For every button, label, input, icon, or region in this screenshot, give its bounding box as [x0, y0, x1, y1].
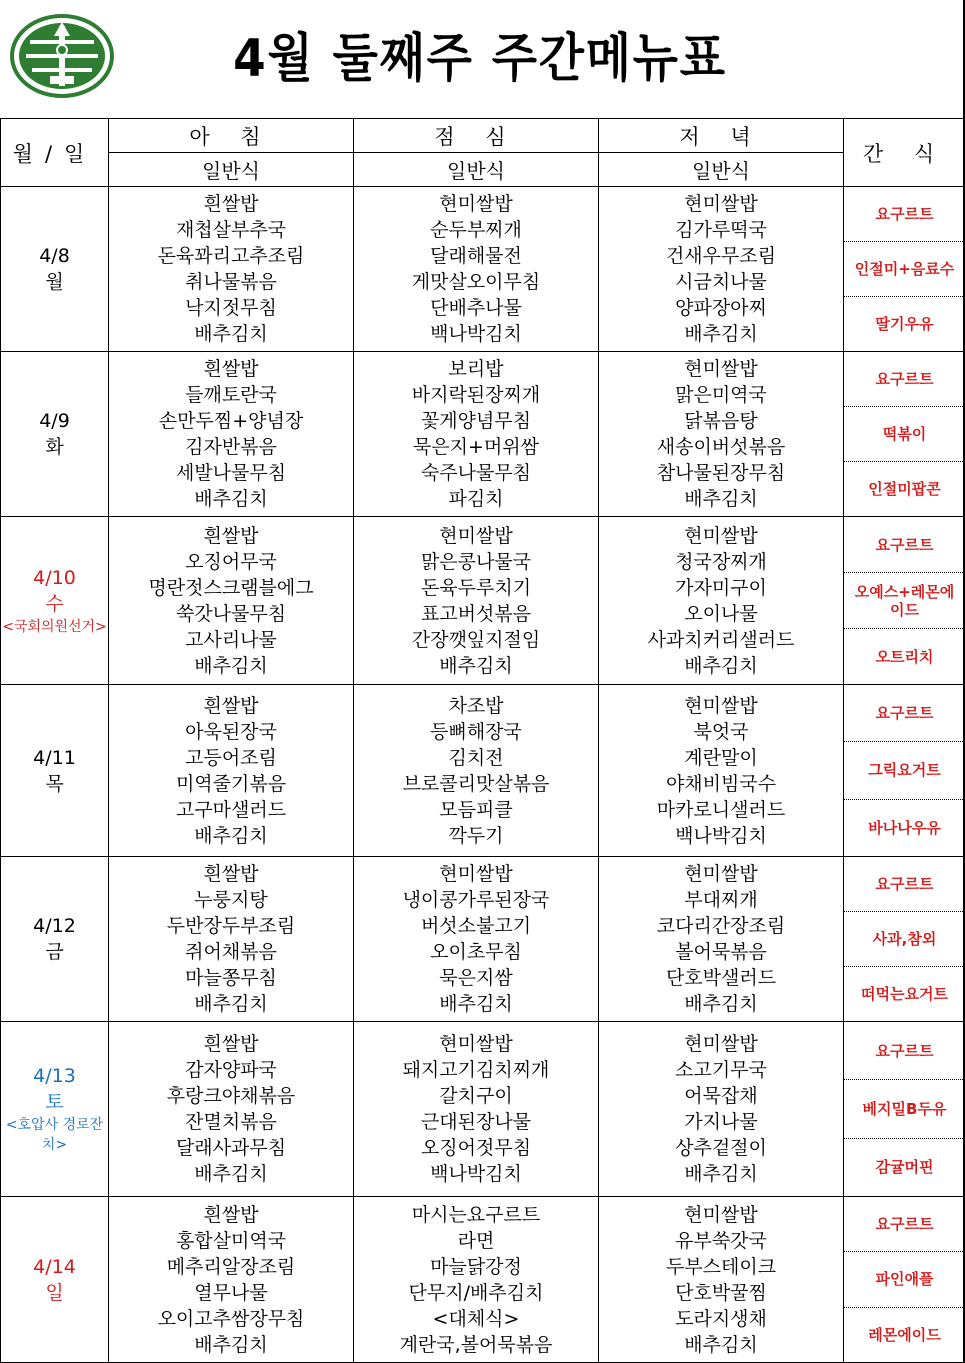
lunch-cell	[354, 857, 599, 1022]
menu-item: 북엇국	[599, 719, 843, 745]
menu-item: 묵은지+머위쌈	[354, 434, 598, 460]
page-title: 4월 둘째주 주간메뉴표	[156, 24, 804, 94]
menu-item: 참나물된장무침	[599, 460, 843, 486]
menu-item: 현미쌀밥	[599, 861, 843, 887]
snack-item: 요구르트	[844, 1022, 965, 1079]
snack-cell	[844, 517, 965, 685]
menu-item: 오이고추쌈장무침	[109, 1306, 353, 1332]
menu-item: 오징어젓무침	[354, 1135, 598, 1161]
menu-item: 양파장아찌	[599, 295, 843, 321]
menu-item: 가자미구이	[599, 575, 843, 601]
menu-item: 돼지고기김치찌개	[354, 1057, 598, 1083]
lunch-cell	[354, 517, 599, 685]
menu-item: 배추김치	[109, 486, 353, 512]
menu-item: 현미쌀밥	[599, 523, 843, 549]
menu-item: 누룽지탕	[109, 887, 353, 913]
menu-item: 계란국,볼어묵볶음	[354, 1332, 598, 1358]
lunch-cell	[354, 1022, 599, 1197]
weekday-label: 금	[1, 939, 108, 965]
menu-item: 라면	[354, 1228, 598, 1254]
weekday-label: 월	[1, 269, 108, 295]
breakfast-cell	[109, 187, 354, 352]
menu-item: 바지락된장찌개	[354, 382, 598, 408]
day-row	[1, 685, 965, 857]
menu-item: 들깨토란국	[109, 382, 353, 408]
snack-item: 파인애플	[844, 1251, 965, 1306]
menu-item: 시금치나물	[599, 269, 843, 295]
menu-item: 달래해물전	[354, 243, 598, 269]
lunch-header: 점 심	[354, 119, 599, 153]
date-cell	[1, 857, 109, 1022]
menu-item: 배추김치	[109, 1161, 353, 1187]
snack-item: 인절미팝콘	[844, 461, 965, 516]
breakfast-cell	[109, 517, 354, 685]
snack-item: 떡볶이	[844, 406, 965, 461]
menu-item: 현미쌀밥	[599, 191, 843, 217]
snack-header: 간 식	[844, 119, 965, 187]
day-row	[1, 1022, 965, 1197]
menu-item: 흰쌀밥	[109, 191, 353, 217]
menu-item: <대체식>	[354, 1306, 598, 1332]
weekday-label: 목	[1, 771, 108, 797]
date-label: 4/13	[1, 1063, 108, 1089]
menu-item: 낙지젓무침	[109, 295, 353, 321]
menu-item: 김치전	[354, 745, 598, 771]
menu-item: 등뼈해장국	[354, 719, 598, 745]
menu-item: 현미쌀밥	[599, 356, 843, 382]
dinner-type-header: 일반식	[599, 153, 844, 187]
menu-item: 현미쌀밥	[354, 523, 598, 549]
snack-item: 요구르트	[844, 352, 965, 406]
breakfast-header: 아 침	[109, 119, 354, 153]
menu-item: 명란젓스크램블에그	[109, 575, 353, 601]
date-label: 4/9	[1, 408, 108, 434]
menu-item: 어묵잡채	[599, 1083, 843, 1109]
menu-item: 현미쌀밥	[354, 861, 598, 887]
snack-cell	[844, 187, 965, 352]
snack-cell	[844, 685, 965, 857]
snack-item: 사과,참외	[844, 911, 965, 966]
lunch-cell	[354, 1197, 599, 1363]
page-header	[0, 0, 965, 118]
breakfast-type-header: 일반식	[109, 153, 354, 187]
menu-item: 쑥갓나물무침	[109, 601, 353, 627]
menu-item: 청국장찌개	[599, 549, 843, 575]
menu-item: 달래사과무침	[109, 1135, 353, 1161]
menu-item: 두부스테이크	[599, 1254, 843, 1280]
menu-item: 냉이콩가루된장국	[354, 887, 598, 913]
breakfast-cell	[109, 1022, 354, 1197]
menu-item: 두반장두부조림	[109, 913, 353, 939]
breakfast-cell	[109, 352, 354, 517]
menu-item: 메추리알장조림	[109, 1254, 353, 1280]
menu-item: 배추김치	[599, 1161, 843, 1187]
snack-item: 레몬에이드	[844, 1307, 965, 1362]
day-row	[1, 352, 965, 517]
menu-item: 상추겉절이	[599, 1135, 843, 1161]
menu-item: 배추김치	[109, 321, 353, 347]
menu-item: 단호박꿀찜	[599, 1280, 843, 1306]
menu-item: 흰쌀밥	[109, 1202, 353, 1228]
menu-item: 보리밥	[354, 356, 598, 382]
breakfast-cell	[109, 685, 354, 857]
menu-item: 도라지생채	[599, 1306, 843, 1332]
menu-item: 흰쌀밥	[109, 356, 353, 382]
weekday-label: 토	[1, 1089, 108, 1115]
breakfast-cell	[109, 857, 354, 1022]
date-label: 4/10	[1, 565, 108, 591]
date-cell	[1, 1197, 109, 1363]
menu-item: 아욱된장국	[109, 719, 353, 745]
menu-item: 현미쌀밥	[599, 693, 843, 719]
menu-item: 건새우무조림	[599, 243, 843, 269]
menu-item: 현미쌀밥	[354, 1031, 598, 1057]
dinner-header: 저 녁	[599, 119, 844, 153]
date-label: 4/12	[1, 913, 108, 939]
day-note: <국회의원선거>	[1, 617, 108, 637]
menu-item: 현미쌀밥	[354, 191, 598, 217]
menu-item: 오징어무국	[109, 549, 353, 575]
menu-item: 사과치커리샐러드	[599, 627, 843, 653]
menu-item: 쥐어채볶음	[109, 939, 353, 965]
menu-item: 감자양파국	[109, 1057, 353, 1083]
menu-item: 파김치	[354, 486, 598, 512]
date-cell	[1, 352, 109, 517]
snack-item: 요구르트	[844, 187, 965, 241]
menu-item: 백나박김치	[599, 823, 843, 849]
menu-item: 깍두기	[354, 823, 598, 849]
menu-item: 흰쌀밥	[109, 693, 353, 719]
menu-item: 김자반볶음	[109, 434, 353, 460]
menu-item: 맑은콩나물국	[354, 549, 598, 575]
date-cell	[1, 685, 109, 857]
menu-item: 현미쌀밥	[599, 1202, 843, 1228]
snack-item: 그릭요거트	[844, 741, 965, 798]
menu-item: 마늘닭강정	[354, 1254, 598, 1280]
dinner-cell	[599, 1197, 844, 1363]
snack-item: 인절미+음료수	[844, 241, 965, 296]
menu-item: 차조밥	[354, 693, 598, 719]
menu-item: 배추김치	[109, 653, 353, 679]
day-row	[1, 187, 965, 352]
day-row	[1, 857, 965, 1022]
menu-item: 배추김치	[599, 653, 843, 679]
dinner-cell	[599, 857, 844, 1022]
menu-item: 현미쌀밥	[599, 1031, 843, 1057]
menu-item: 모듬피클	[354, 797, 598, 823]
menu-item: 재첩살부추국	[109, 217, 353, 243]
menu-item: 야채비빔국수	[599, 771, 843, 797]
menu-item: 묵은지쌈	[354, 965, 598, 991]
snack-item: 바나나우유	[844, 799, 965, 856]
snack-cell	[844, 1197, 965, 1363]
date-label: 4/14	[1, 1254, 108, 1280]
lunch-cell	[354, 352, 599, 517]
snack-cell	[844, 857, 965, 1022]
menu-item: 열무나물	[109, 1280, 353, 1306]
day-row	[1, 1197, 965, 1363]
dinner-cell	[599, 517, 844, 685]
menu-item: 손만두찜+양념장	[109, 408, 353, 434]
weekday-label: 화	[1, 434, 108, 460]
menu-item: 취나물볶음	[109, 269, 353, 295]
date-label: 4/8	[1, 243, 108, 269]
menu-item: 가지나물	[599, 1109, 843, 1135]
menu-item: 꽃게양념무침	[354, 408, 598, 434]
menu-item: 후랑크야채볶음	[109, 1083, 353, 1109]
date-cell	[1, 517, 109, 685]
day-row	[1, 517, 965, 685]
snack-item: 떠먹는요거트	[844, 966, 965, 1021]
menu-item: 유부쑥갓국	[599, 1228, 843, 1254]
menu-item: 간장깻잎지절임	[354, 627, 598, 653]
snack-item: 요구르트	[844, 685, 965, 741]
snack-item: 요구르트	[844, 1197, 965, 1251]
menu-item: 마카로니샐러드	[599, 797, 843, 823]
menu-item: 새송이버섯볶음	[599, 434, 843, 460]
snack-item: 오예스+레몬에이드	[844, 572, 965, 628]
lunch-cell	[354, 685, 599, 857]
snack-item: 베지밀B두유	[844, 1079, 965, 1137]
weekday-label: 수	[1, 591, 108, 617]
date-column-header: 월/일	[1, 119, 109, 187]
menu-item: 배추김치	[109, 823, 353, 849]
menu-item: 배추김치	[599, 1332, 843, 1358]
menu-item: 닭볶음탕	[599, 408, 843, 434]
dinner-cell	[599, 187, 844, 352]
menu-item: 미역줄기볶음	[109, 771, 353, 797]
menu-item: 볼어묵볶음	[599, 939, 843, 965]
menu-item: 코다리간장조림	[599, 913, 843, 939]
dinner-cell	[599, 1022, 844, 1197]
menu-item: 갈치구이	[354, 1083, 598, 1109]
snack-item: 요구르트	[844, 517, 965, 572]
menu-item: 근대된장나물	[354, 1109, 598, 1135]
menu-item: 소고기무국	[599, 1057, 843, 1083]
dinner-cell	[599, 352, 844, 517]
menu-item: 단배추나물	[354, 295, 598, 321]
menu-item: 계란말이	[599, 745, 843, 771]
menu-item: 고구마샐러드	[109, 797, 353, 823]
menu-item: 흰쌀밥	[109, 523, 353, 549]
menu-item: 배추김치	[599, 321, 843, 347]
weekday-label: 일	[1, 1280, 108, 1306]
menu-item: 단무지/배추김치	[354, 1280, 598, 1306]
menu-item: 표고버섯볶음	[354, 601, 598, 627]
menu-item: 고사리나물	[109, 627, 353, 653]
menu-item: 백나박김치	[354, 1161, 598, 1187]
snack-item: 딸기우유	[844, 296, 965, 351]
menu-item: 숙주나물무침	[354, 460, 598, 486]
menu-item: 배추김치	[599, 991, 843, 1017]
lunch-cell	[354, 187, 599, 352]
menu-item: 잔멸치볶음	[109, 1109, 353, 1135]
menu-item: 돈육꽈리고추조림	[109, 243, 353, 269]
menu-item: 돈육두루치기	[354, 575, 598, 601]
menu-item: 흰쌀밥	[109, 1031, 353, 1057]
snack-item: 오트리치	[844, 628, 965, 684]
date-cell	[1, 187, 109, 352]
menu-item: 배추김치	[109, 1332, 353, 1358]
menu-item: 브로콜리맛살볶음	[354, 771, 598, 797]
menu-item: 고등어조림	[109, 745, 353, 771]
menu-item: 세발나물무침	[109, 460, 353, 486]
menu-item: 오이초무침	[354, 939, 598, 965]
menu-item: 마시는요구르트	[354, 1202, 598, 1228]
menu-item: 흰쌀밥	[109, 861, 353, 887]
menu-item: 배추김치	[599, 486, 843, 512]
menu-item: 배추김치	[109, 991, 353, 1017]
date-label: 4/11	[1, 745, 108, 771]
weekly-menu-table	[0, 118, 965, 1363]
menu-item: 홍합살미역국	[109, 1228, 353, 1254]
snack-cell	[844, 352, 965, 517]
snack-item: 요구르트	[844, 857, 965, 911]
menu-item: 게맛살오이무침	[354, 269, 598, 295]
menu-item: 버섯소불고기	[354, 913, 598, 939]
menu-item: 순두부찌개	[354, 217, 598, 243]
date-cell	[1, 1022, 109, 1197]
menu-item: 맑은미역국	[599, 382, 843, 408]
breakfast-cell	[109, 1197, 354, 1363]
menu-item: 김가루떡국	[599, 217, 843, 243]
snack-cell	[844, 1022, 965, 1197]
menu-item: 배추김치	[354, 653, 598, 679]
menu-item: 배추김치	[354, 991, 598, 1017]
menu-item: 부대찌개	[599, 887, 843, 913]
snack-item: 감귤머핀	[844, 1138, 965, 1196]
menu-item: 마늘쫑무침	[109, 965, 353, 991]
temple-emblem-icon	[10, 14, 114, 98]
menu-item: 단호박샐러드	[599, 965, 843, 991]
dinner-cell	[599, 685, 844, 857]
day-note: <호압사 경로잔치>	[1, 1115, 108, 1155]
menu-item: 백나박김치	[354, 321, 598, 347]
lunch-type-header: 일반식	[354, 153, 599, 187]
menu-item: 오이나물	[599, 601, 843, 627]
